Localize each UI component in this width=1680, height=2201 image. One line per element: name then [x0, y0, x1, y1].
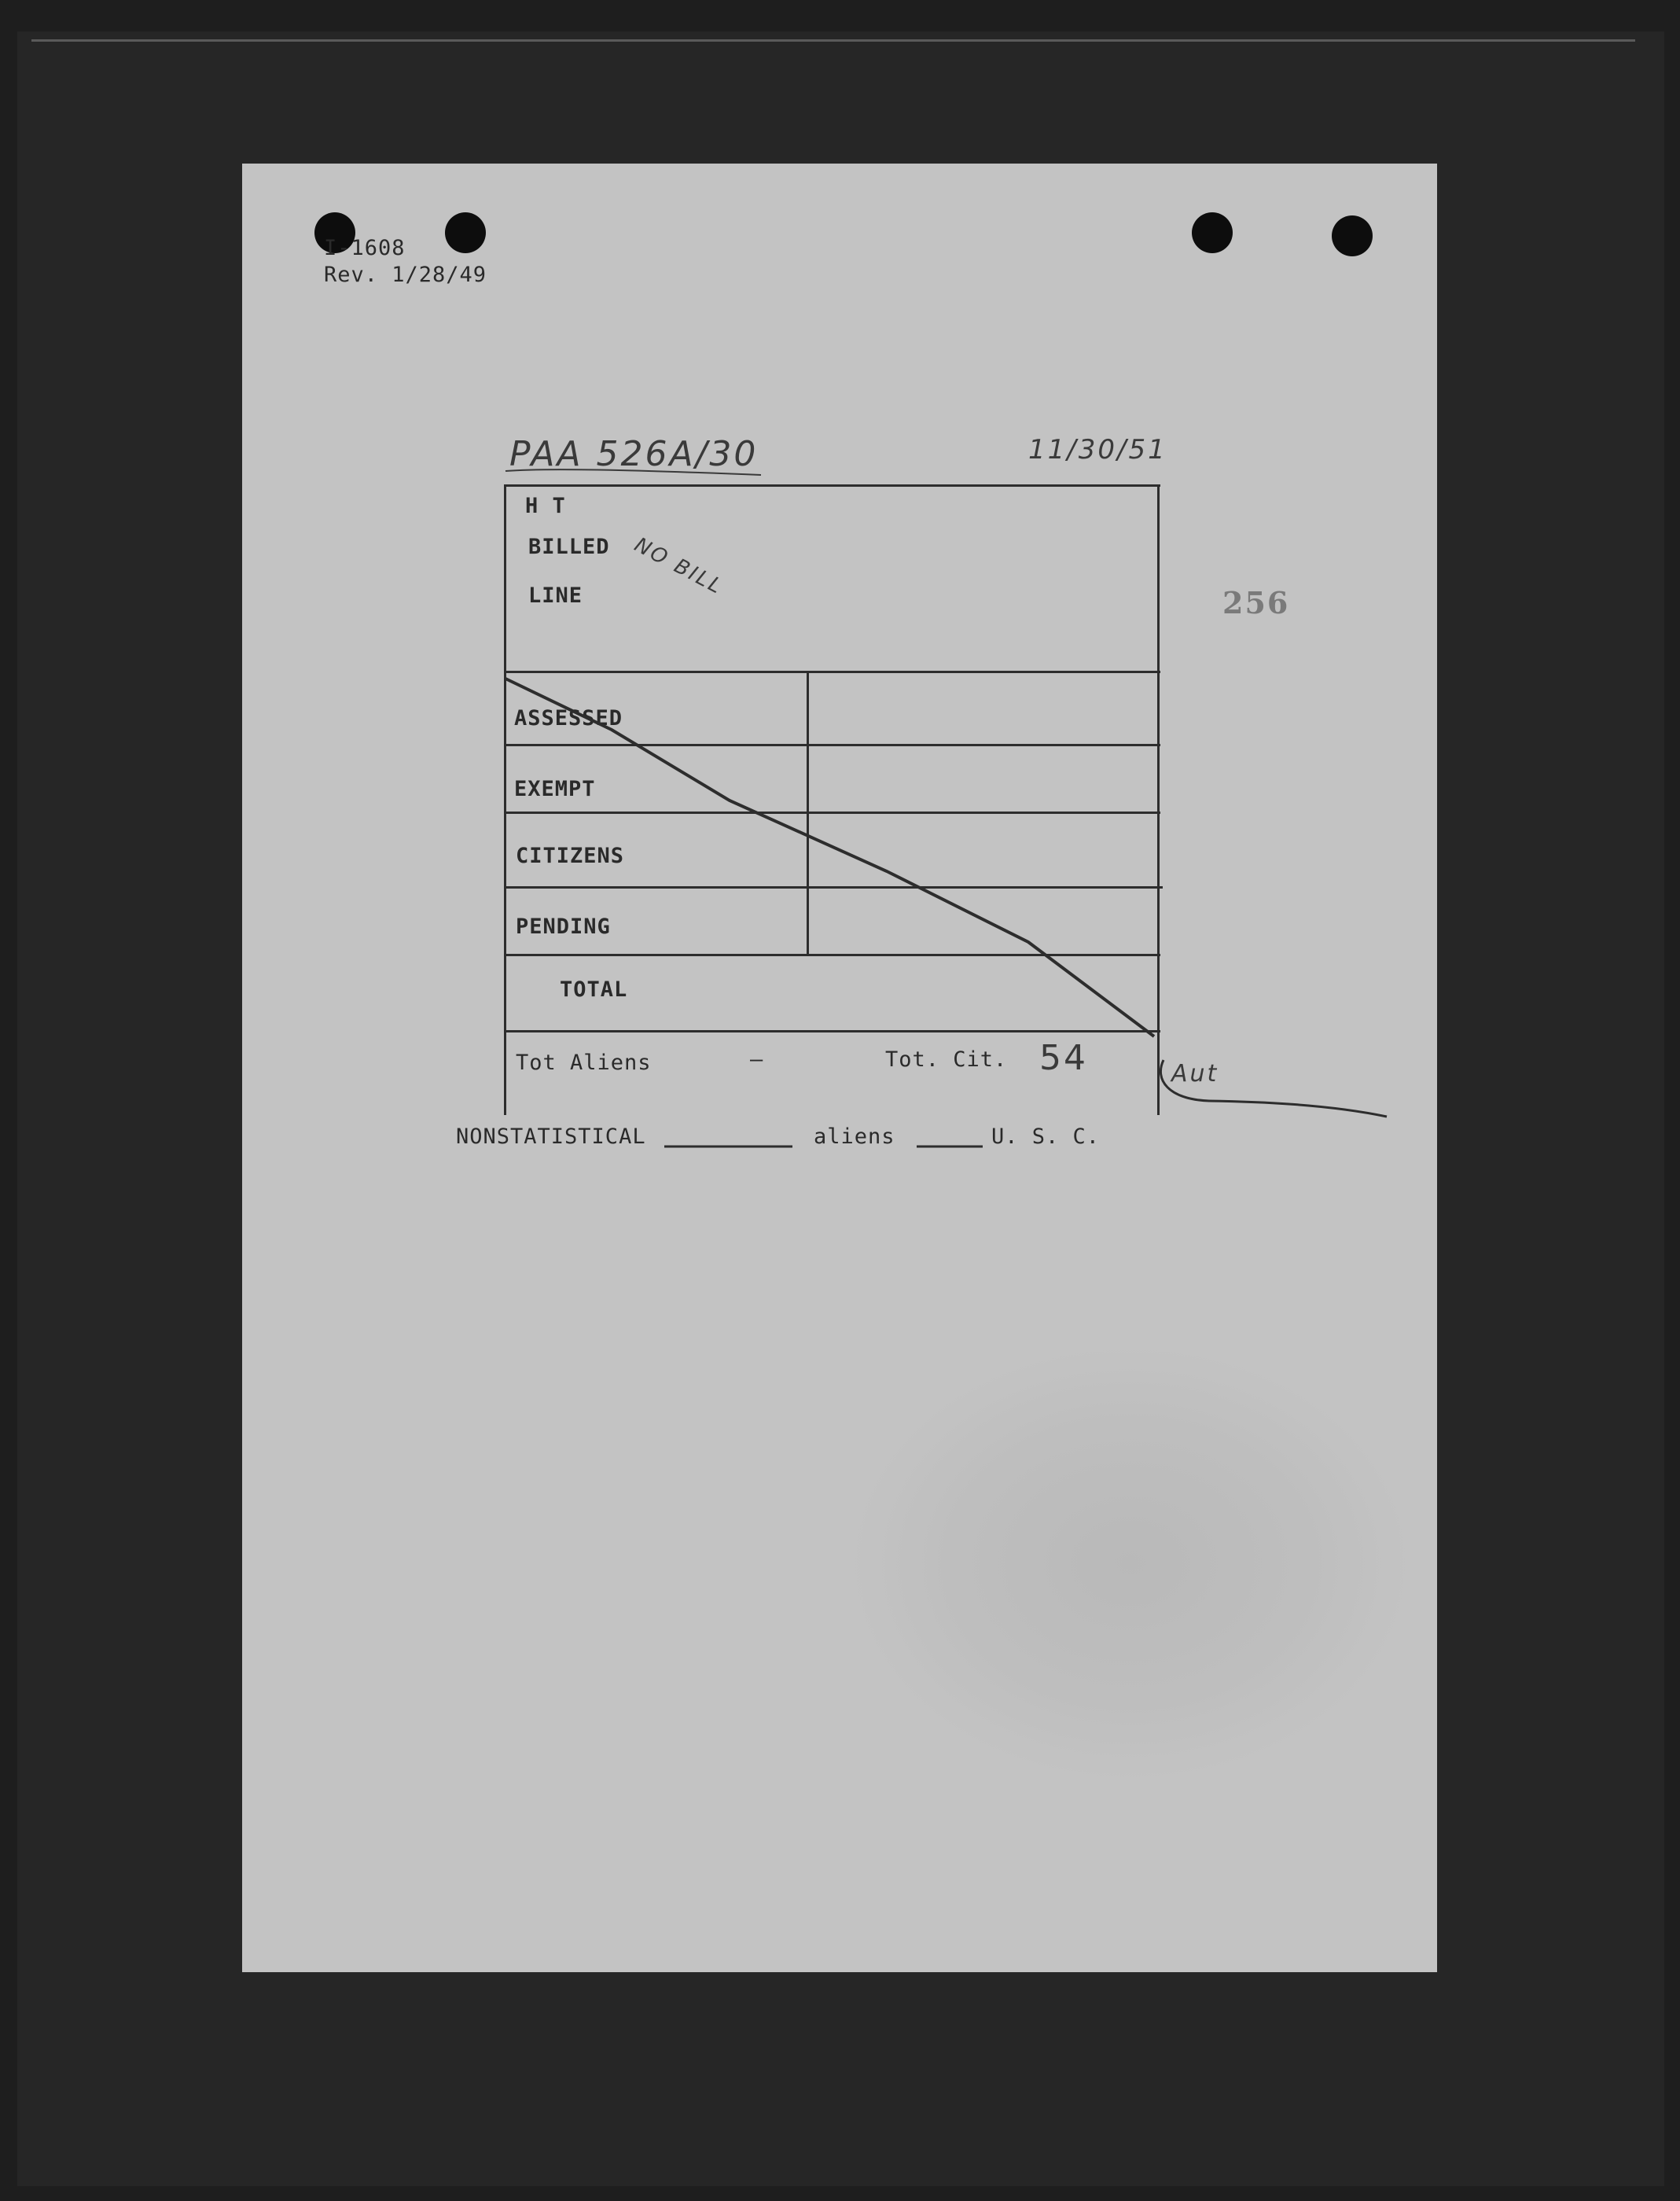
tot-aliens-value: — [750, 1047, 764, 1072]
label-line: LINE [528, 583, 583, 608]
initials-underline-swoosh [1160, 1060, 1387, 1117]
label-pending: PENDING [516, 915, 611, 939]
label-tot-cit: Tot. Cit. [885, 1047, 1008, 1072]
label-citizens: CITIZENS [516, 844, 625, 868]
flight-underline [505, 469, 761, 475]
handwritten-flight: PAA 526A/30 [509, 434, 759, 474]
handwritten-initials: Aut [1171, 1060, 1219, 1088]
form-revision: Rev. 1/28/49 [324, 263, 487, 287]
stamp-number: 256 [1222, 585, 1290, 620]
handwritten-total-citizens: 54 [1039, 1038, 1088, 1078]
footer-aliens: aliens [814, 1124, 895, 1149]
handwritten-date: 11/30/51 [1028, 434, 1167, 466]
pen-marks [242, 164, 1437, 1972]
diagonal-strike-line [505, 679, 1154, 1036]
label-exempt: EXEMPT [514, 777, 596, 801]
footer-nonstatistical: NONSTATISTICAL [456, 1124, 646, 1149]
document-page [242, 164, 1437, 1972]
label-assessed: ASSESSED [514, 706, 623, 731]
scan-edge-line [31, 39, 1635, 42]
label-tot-aliens: Tot Aliens [516, 1051, 652, 1075]
label-billed: BILLED [528, 535, 610, 559]
footer-usc: U. S. C. [991, 1124, 1101, 1149]
handwritten-no-bill: NO BILL [630, 533, 728, 600]
label-ht: H T [525, 494, 566, 518]
form-number: I-1608 [324, 236, 406, 260]
label-total: TOTAL [560, 977, 628, 1002]
